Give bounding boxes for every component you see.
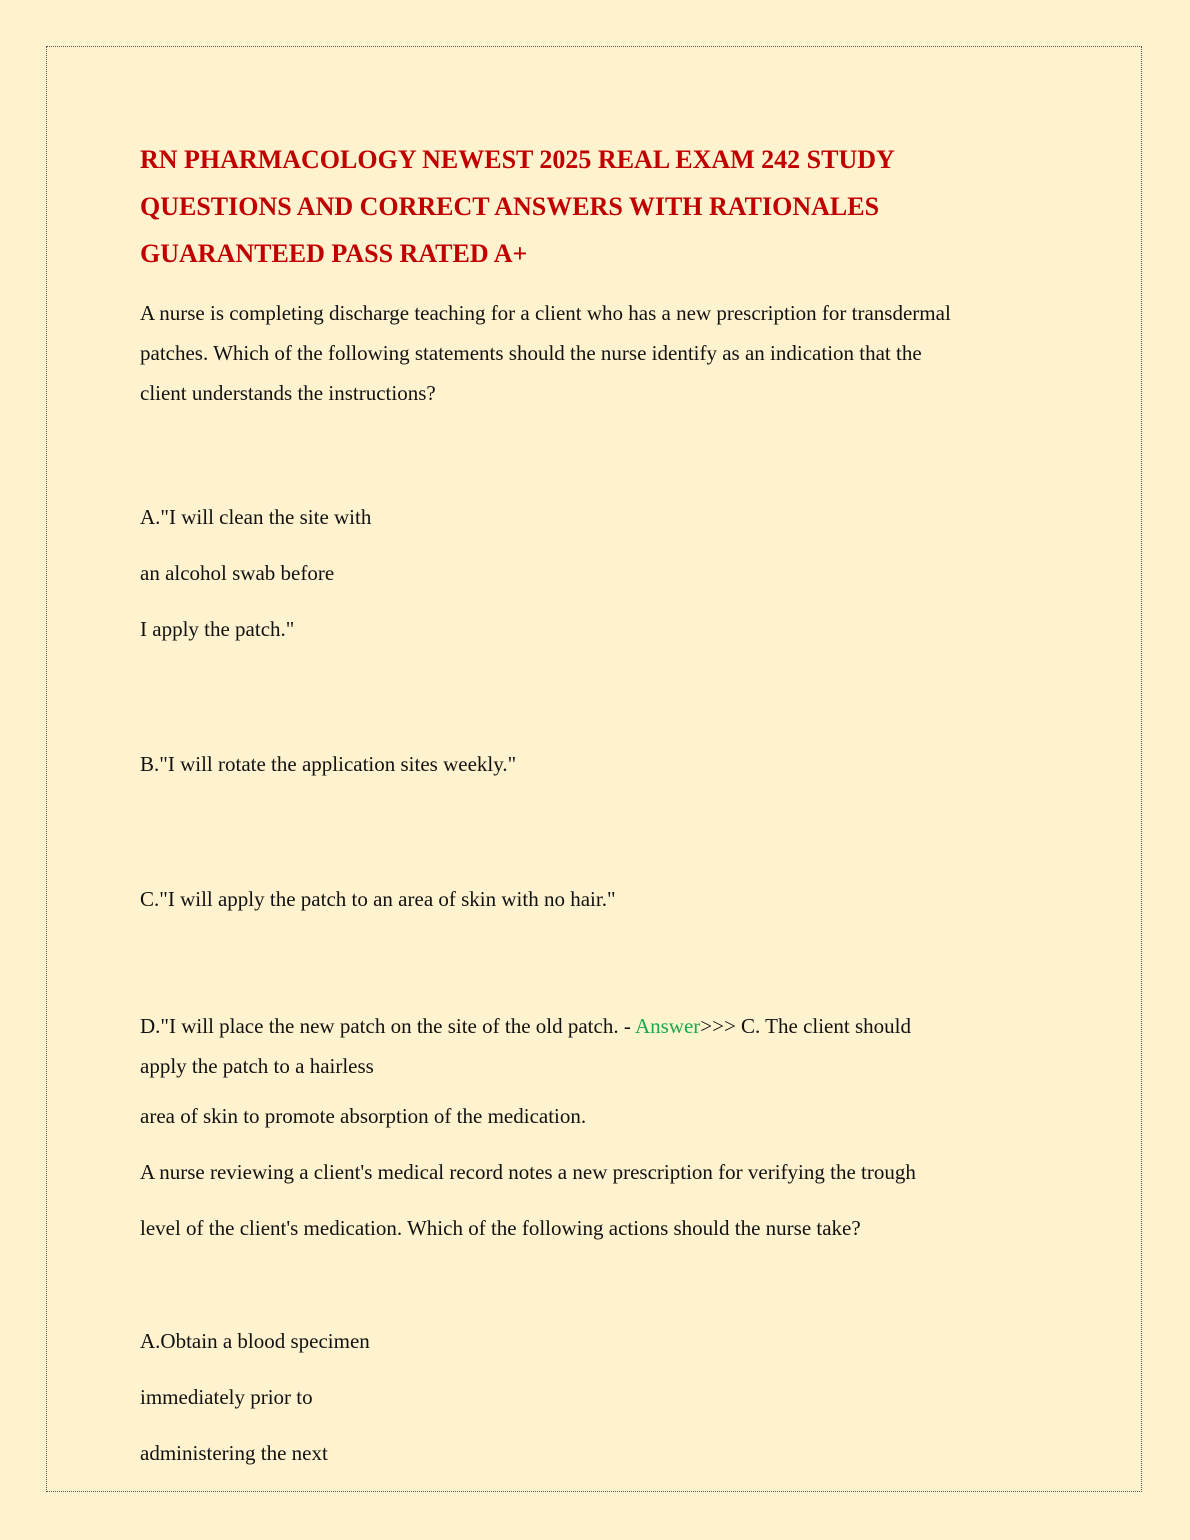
answer-rationale-line: apply the patch to a hairless	[140, 1054, 374, 1078]
question-line: level of the client's medication. Which of the following actions should the nurse take?	[140, 1216, 861, 1240]
option-line: administering the next	[140, 1441, 328, 1465]
question-1-option-d-answer	[140, 1006, 1060, 1086]
option-line: A.Obtain a blood specimen	[140, 1329, 370, 1353]
title-line: GUARANTEED PASS RATED A+	[140, 239, 528, 268]
answer-text: >>> C. The client should	[700, 1014, 911, 1038]
option-line: A."I will clean the site with	[140, 505, 372, 529]
question-2-stem	[140, 1144, 1060, 1256]
option-d-text: D."I will place the new patch on the site of the old patch. -	[140, 1014, 635, 1038]
question-line: A nurse reviewing a client's medical record notes a new prescription for verifying the trough	[140, 1160, 916, 1184]
answer-rationale-line: area of skin to promote absorption of the medication.	[140, 1104, 587, 1128]
title-line: RN PHARMACOLOGY NEWEST 2025 REAL EXAM 242 STUDY	[140, 145, 895, 174]
question-1-option-c: C."I will apply the patch to an area of skin with no hair."	[140, 887, 616, 911]
option-line: immediately prior to	[140, 1385, 313, 1409]
question-1-stem	[140, 293, 1060, 413]
answer-label: Answer	[634, 1014, 701, 1038]
question-1-option-b: B."I will rotate the application sites weekly."	[140, 752, 517, 776]
option-line: an alcohol swab before	[140, 561, 335, 585]
question-line: A nurse is completing discharge teaching for a client who has a new prescription for transdermal	[140, 301, 951, 325]
option-line: I apply the patch."	[140, 617, 295, 641]
question-1-option-a	[140, 489, 1060, 657]
document-content	[140, 136, 1060, 1481]
document-title	[140, 136, 1060, 277]
question-line: client understands the instructions?	[140, 381, 436, 405]
question-line: patches. Which of the following statements should the nurse identify as an indication that the	[140, 341, 922, 365]
title-line: QUESTIONS AND CORRECT ANSWERS WITH RATIONALES	[140, 192, 880, 221]
question-2-option-a	[140, 1313, 1060, 1481]
